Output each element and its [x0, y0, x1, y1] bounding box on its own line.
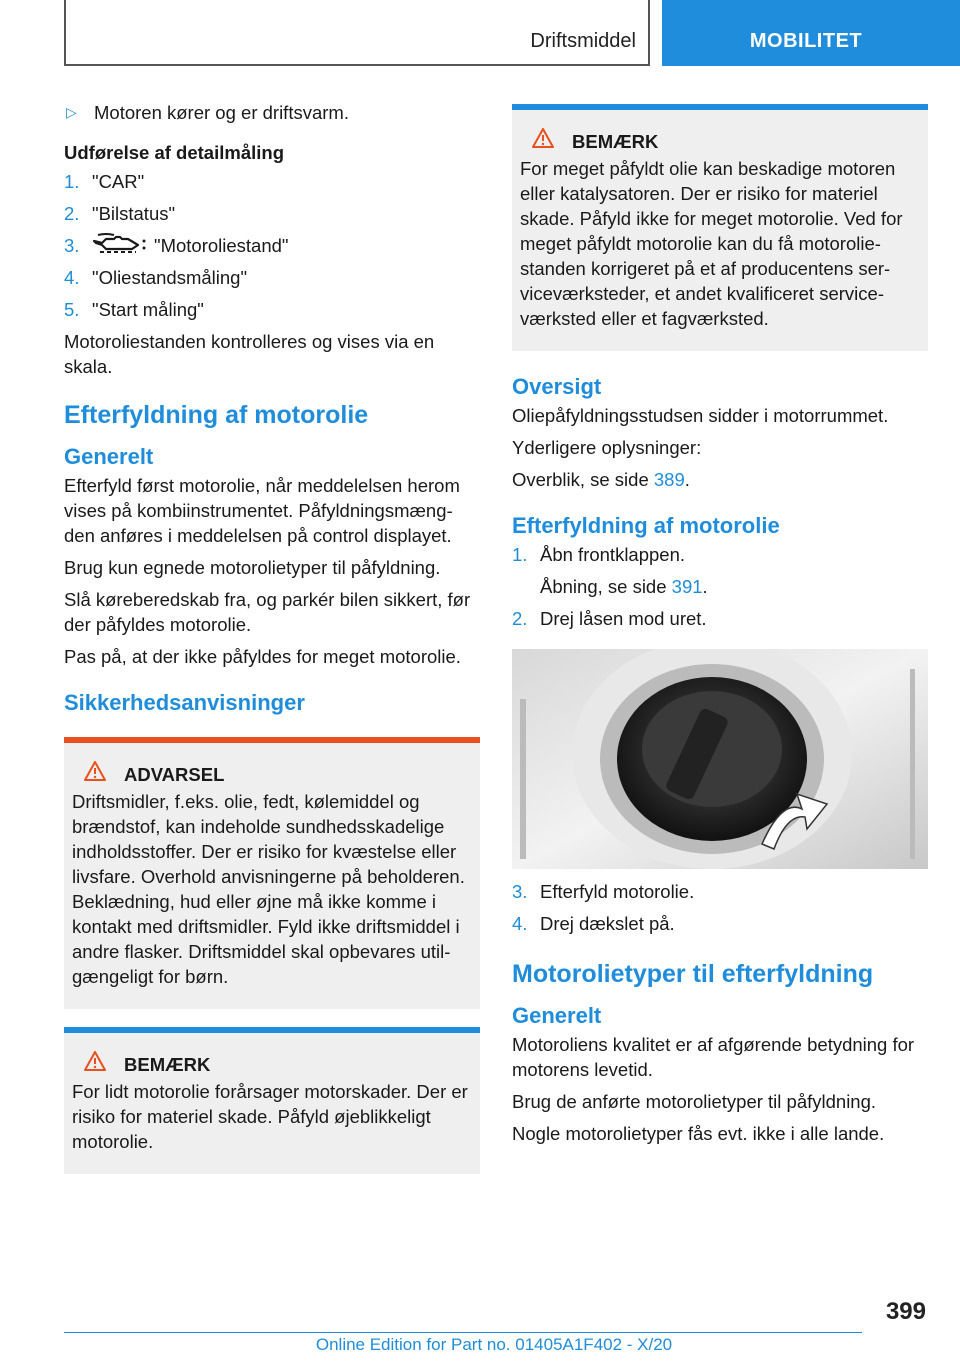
step-text: "Oliestandsmåling"	[92, 267, 248, 288]
text: .	[702, 576, 708, 597]
callout-header	[520, 128, 920, 154]
step-number: 4.	[64, 267, 80, 288]
paragraph: Brug de anførte motorolietyper til påfyldning.	[512, 1091, 877, 1112]
warning-triangle-icon	[532, 128, 572, 154]
paragraph: Efterfyld først motorolie, når meddelelsen herom vises på kombiinstrumentet. Påfyldningsmæng-den anføres i meddelelsen på control displayet.	[64, 475, 460, 546]
paragraph: Oliepåfyldningsstudsen sidder i motorrummet.	[512, 405, 889, 426]
footer-edition: Online Edition for Part no. 01405A1F402 - X/20	[315, 1335, 673, 1354]
subsection-heading-general: Generelt	[512, 1003, 602, 1028]
list-item	[64, 297, 480, 322]
refill-steps	[512, 542, 928, 567]
paragraph: Nogle motorolietyper fås evt. ikke i alle lande.	[512, 1123, 885, 1144]
refill-steps	[512, 879, 928, 936]
list-item	[64, 201, 480, 226]
list-item	[64, 265, 480, 290]
list-item	[512, 542, 928, 567]
header-section-tab	[64, 0, 650, 66]
step-number: 3.	[512, 881, 528, 902]
step-number: 4.	[512, 913, 528, 934]
header-section-label: Driftsmiddel	[530, 30, 636, 52]
list-item	[64, 233, 480, 258]
subsection-heading-general: Generelt	[64, 444, 154, 469]
subsection-heading-refill: Efterfyldning af motorolie	[512, 513, 780, 538]
subsection-heading-overview: Oversigt	[512, 374, 602, 399]
step-text: Efterfyld motorolie.	[540, 881, 695, 902]
right-column	[512, 100, 928, 1153]
footer-divider	[64, 1332, 862, 1333]
callout-text: For lidt motorolie forårsager motorskader. Der er risiko for materiel skade. Påfyld øjeblikkeligt motorolie.	[72, 1081, 468, 1152]
step-number: 2.	[64, 203, 80, 224]
callout-title: BEMÆRK	[124, 1053, 211, 1075]
step-text: Drej låsen mod uret.	[540, 608, 707, 629]
page-number: 399	[885, 1298, 926, 1325]
procedure-title: Udførelse af detailmåling	[64, 142, 284, 163]
warning-callout	[64, 737, 480, 1009]
procedure-result: Motoroliestanden kontrolleres og vises via en skala.	[64, 331, 435, 377]
warning-triangle-icon	[84, 1051, 124, 1077]
step-text: "Bilstatus"	[92, 203, 176, 224]
section-heading: Motorolietyper til efterfyldning	[512, 960, 874, 988]
header-chapter-tab	[662, 0, 960, 66]
paragraph: Yderligere oplysninger:	[512, 437, 702, 458]
precondition-text: Motoren kører og er driftsvarm.	[94, 102, 349, 123]
procedure-steps	[64, 169, 480, 322]
header-chapter-label: MOBILITET	[749, 30, 863, 52]
step-number: 5.	[64, 299, 80, 320]
paragraph: Brug kun egnede motorolietyper til påfyldning.	[64, 557, 441, 578]
page-link-391[interactable]: 391	[671, 576, 703, 597]
step-subtext	[512, 574, 928, 599]
precondition-bullet	[64, 100, 480, 125]
callout-header	[72, 1051, 472, 1077]
callout-title: BEMÆRK	[572, 130, 659, 152]
step-text: "Start måling"	[92, 299, 204, 320]
step-number: 1.	[64, 171, 80, 192]
step-text: Drej dækslet på.	[540, 913, 675, 934]
callout-title: ADVARSEL	[124, 763, 225, 785]
step-text: "Motoroliestand"	[154, 235, 289, 256]
list-item	[512, 911, 928, 936]
page-link-389[interactable]: 389	[653, 469, 685, 490]
paragraph: Slå køreberedskab fra, og parkér bilen sikkert, før der påfyldes motorolie.	[64, 589, 471, 635]
text: Overblik, se side	[512, 469, 654, 490]
left-column	[64, 100, 480, 1192]
note-callout	[512, 104, 928, 351]
list-item	[512, 879, 928, 904]
note-callout	[64, 1027, 480, 1174]
callout-header	[72, 761, 472, 787]
section-heading: Efterfyldning af motorolie	[64, 401, 369, 429]
callout-text: For meget påfyldt olie kan beskadige motoren eller katalysatoren. Der er risiko for materiel skade. Påfyld ikke for meget motorolie. Ved for meget påfyldt motorolie kan du få motorolie-standen korrigeret på et af producentens ser-viceværksteder, et andet kvalificeret service-værksted eller et fagværksted.	[520, 158, 903, 329]
list-item	[64, 169, 480, 194]
step-text: "CAR"	[92, 171, 145, 192]
step-number: 3.	[64, 235, 80, 256]
oil-can-icon	[92, 233, 146, 255]
paragraph: Motoroliens kvalitet er af afgørende betydning for motorens levetid.	[512, 1034, 915, 1080]
refill-steps	[512, 606, 928, 631]
text: .	[684, 469, 690, 490]
paragraph: Pas på, at der ikke påfyldes for meget motorolie.	[64, 646, 461, 667]
warning-triangle-icon	[84, 761, 124, 787]
triangle-bullet-icon: ▷	[66, 104, 77, 120]
oil-filler-cap-photo	[512, 649, 928, 869]
text: Åbning, se side	[540, 576, 672, 597]
callout-text: Driftsmidler, f.eks. olie, fedt, kølemiddel og brændstof, kan indeholde sundhedsskadelige indholdsstoffer. Der er risiko for kvæstelse eller livsfare. Overhold anvisningerne på beholderen. Beklædning, hud eller øjne må ikke komme i kontakt med driftsmidler. Fyld ikke driftsmiddel i andre flasker. Driftsmiddel skal opbevares util-gængeligt for børn.	[72, 791, 465, 987]
subsection-heading-safety: Sikkerhedsanvisninger	[64, 690, 305, 715]
step-number: 1.	[512, 544, 528, 565]
list-item	[512, 606, 928, 631]
step-number: 2.	[512, 608, 528, 629]
paragraph	[512, 467, 928, 492]
step-text: Åbn frontklappen.	[540, 544, 686, 565]
